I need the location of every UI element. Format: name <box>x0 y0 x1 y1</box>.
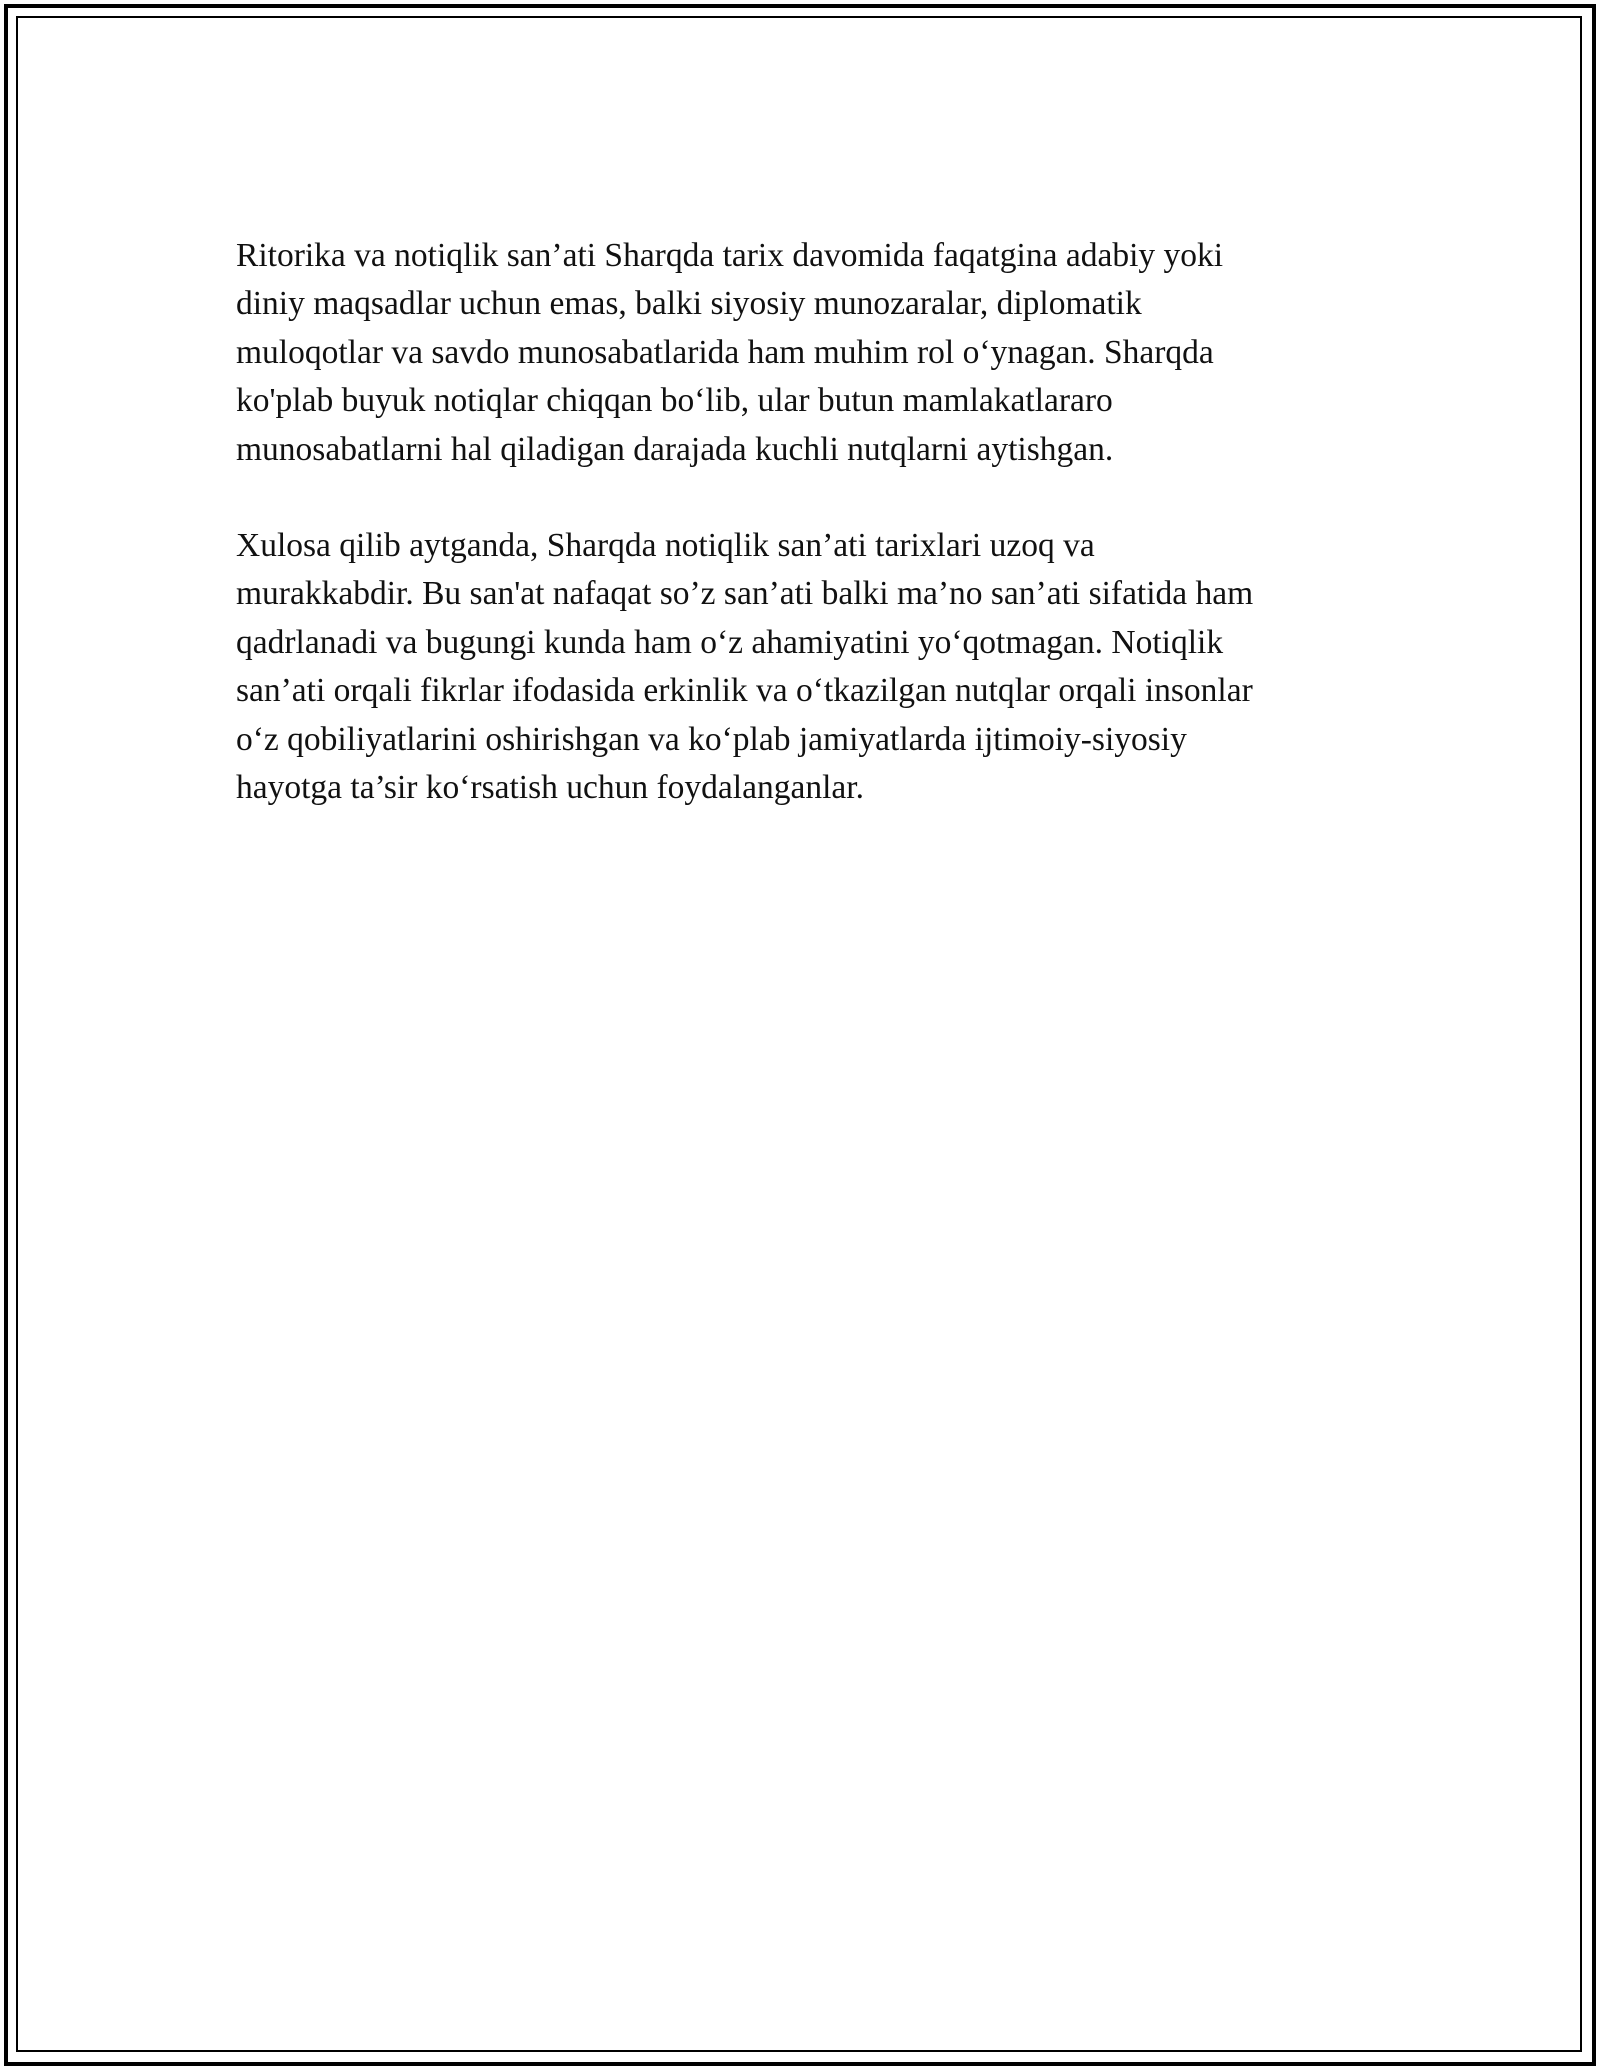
paragraph-line: muloqotlar va savdo munosabatlarida ham muhim rol o‘ynagan. Sharqda <box>236 333 1214 371</box>
paragraph-line: Ritorika va notiqlik san’ati Sharqda tarix davomida faqatgina adabiy yoki <box>236 237 1224 274</box>
paragraph-2 <box>236 522 1376 812</box>
paragraph-1 <box>236 232 1376 474</box>
paragraph-line: munosabatlarni hal qiladigan darajada kuchli nutqlarni aytishgan. <box>236 430 1114 468</box>
paragraph-line: Xulosa qilib aytganda, Sharqda notiqlik san’ati tarixlari uzoq va <box>236 527 1095 565</box>
paragraph-line: qadrlanadi va bugungi kunda ham o‘z ahamiyatini yo‘qotmagan. Notiqlik <box>236 623 1224 661</box>
paragraph-line: hayotga ta’sir ko‘rsatish uchun foydalanganlar. <box>236 769 864 807</box>
document-body <box>236 232 1376 812</box>
paragraph-line: diniy maqsadlar uchun emas, balki siyosiy munozaralar, diplomatik <box>236 285 1142 323</box>
paragraph-line: murakkabdir. Bu san'at nafaqat so’z san’ati balki ma’no san’ati sifatida ham <box>236 575 1254 613</box>
paragraph-line: ko'plab buyuk notiqlar chiqqan bo‘lib, ular butun mamlakatlararo <box>236 382 1113 420</box>
paragraph-line: o‘z qobiliyatlarini oshirishgan va ko‘plab jamiyatlarda ijtimoiy-siyosiy <box>236 720 1187 758</box>
paragraph-line: san’ati orqali fikrlar ifodasida erkinlik va o‘tkazilgan nutqlar orqali insonlar <box>236 672 1253 710</box>
